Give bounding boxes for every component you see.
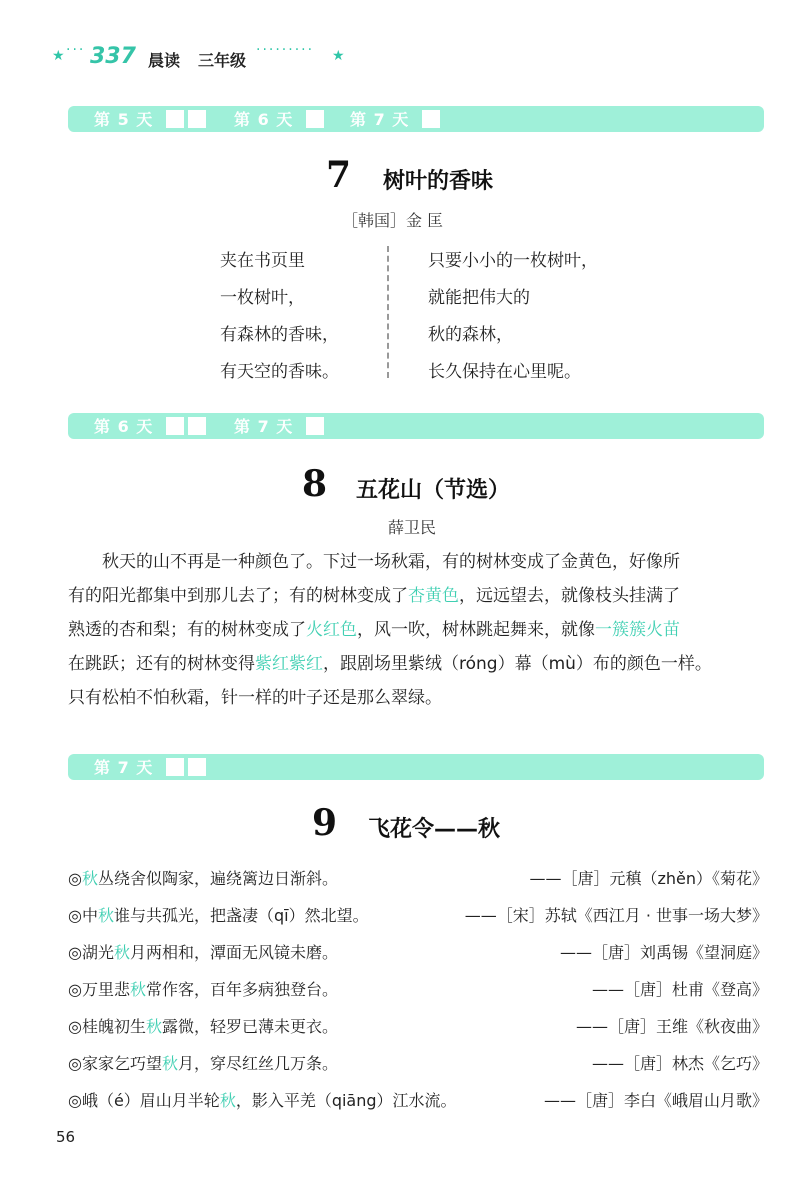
- checkbox-square[interactable]: [188, 758, 206, 776]
- checkbox-square[interactable]: [306, 110, 324, 128]
- poem-line: 一枚树叶，: [220, 288, 305, 308]
- verse-source: ——［唐］刘禹锡《望洞庭》: [559, 943, 768, 962]
- day-label: 第 6 天: [234, 110, 294, 129]
- checkbox-square[interactable]: [166, 758, 184, 776]
- checkbox-square[interactable]: [188, 417, 206, 435]
- highlight-term: 秋: [97, 906, 114, 925]
- highlight-term: 秋: [81, 869, 98, 888]
- checkbox-square[interactable]: [306, 417, 324, 435]
- essay-body: [68, 545, 768, 715]
- page-header: [48, 42, 348, 72]
- highlight-term: 秋: [219, 1091, 236, 1110]
- section-number: 8: [302, 463, 328, 505]
- section-title: 飞花令——秋: [368, 817, 501, 842]
- poem-line: 只要小小的一枚树叶，: [428, 251, 598, 271]
- verse-line: ◎万里悲秋常作客，百年多病独登台。 ——［唐］杜甫《登高》: [68, 977, 768, 1007]
- text-line: 秋天的山不再是一种颜色了。下过一场秋霜，有的树林变成了金黄色，好像所: [102, 552, 680, 572]
- verse-source: ——［唐］杜甫《登高》: [591, 980, 768, 999]
- day-label: 第 7 天: [94, 758, 154, 777]
- checkbox-square[interactable]: [422, 110, 440, 128]
- text-line: 有的阳光都集中到那儿去了；有的树林变成了杏黄色，远远望去，就像枝头挂满了: [68, 586, 680, 606]
- author: 薛卫民: [388, 518, 437, 537]
- verse-line: ◎秋丛绕舍似陶家，遍绕篱边日渐斜。 ——［唐］元稹（zhěn）《菊花》: [68, 866, 768, 896]
- highlight-term: 一簇簇火苗: [595, 620, 680, 640]
- verse-line: ◎中秋谁与共孤光，把盏凄（qī）然北望。 ——［宋］苏轼《西江月 · 世事一场大梦》: [68, 903, 768, 933]
- text-line: 熟透的杏和梨；有的树林变成了火红色，风一吹，树林跳起舞来，就像一簇簇火苗: [68, 620, 680, 640]
- grade-label: 三年级: [198, 51, 247, 70]
- series-name: 晨读: [148, 51, 181, 70]
- text-line: 在跳跃；还有的树林变得紫红紫红，跟剧场里紫绒（róng）幕（mù）布的颜色一样。: [68, 654, 712, 674]
- poem-line: 夹在书页里: [220, 251, 305, 271]
- verse-source: ——［唐］李白《峨眉山月歌》: [543, 1091, 768, 1110]
- star-icon: ★: [52, 48, 65, 64]
- poem-line: 有森林的香味，: [220, 325, 339, 345]
- highlight-term: 秋: [113, 943, 130, 962]
- poem-line: 长久保持在心里呢。: [428, 362, 581, 382]
- text-line: 只有松柏不怕秋霜，针一样的叶子还是那么翠绿。: [68, 688, 442, 708]
- checkbox-square[interactable]: [188, 110, 206, 128]
- verse-line: ◎家家乞巧望秋月，穿尽红丝几万条。 ——［唐］林杰《乞巧》: [68, 1051, 768, 1081]
- dots-decoration: ···: [66, 42, 86, 58]
- day-label: 第 7 天: [350, 110, 410, 129]
- checkbox-square[interactable]: [166, 110, 184, 128]
- reading-schedule-band: [68, 754, 764, 780]
- brand-logo: 337: [90, 44, 136, 69]
- checkbox-square[interactable]: [166, 417, 184, 435]
- verse-source: ——［唐］王维《秋夜曲》: [575, 1017, 768, 1036]
- highlight-term: 秋: [129, 980, 146, 999]
- section-number: 9: [312, 802, 338, 844]
- highlight-term: 秋: [161, 1054, 178, 1073]
- reading-schedule-band: [68, 413, 764, 439]
- page-number: 56: [56, 1128, 76, 1146]
- highlight-term: 秋: [145, 1017, 162, 1036]
- verse-source: ——［唐］林杰《乞巧》: [591, 1054, 768, 1073]
- dashed-divider: [387, 246, 389, 378]
- reading-schedule-band: [68, 106, 764, 132]
- section-title: 树叶的香味: [383, 169, 494, 194]
- section-title: 五花山（节选）: [356, 478, 511, 503]
- verse-source: ——［唐］元稹（zhěn）《菊花》: [529, 869, 768, 888]
- highlight-term: 杏黄色: [408, 586, 459, 606]
- dots-decoration: ·········: [256, 42, 315, 58]
- verse-source: ——［宋］苏轼《西江月 · 世事一场大梦》: [464, 906, 768, 925]
- highlight-term: 火红色: [306, 620, 357, 640]
- verse-line: ◎桂魄初生秋露微，轻罗已薄未更衣。 ——［唐］王维《秋夜曲》: [68, 1014, 768, 1044]
- highlight-term: 紫红紫红: [255, 654, 323, 674]
- poem-line: 就能把伟大的: [428, 288, 530, 308]
- verse-line: ◎湖光秋月两相和，潭面无风镜未磨。 ——［唐］刘禹锡《望洞庭》: [68, 940, 768, 970]
- day-label: 第 7 天: [234, 417, 294, 436]
- day-label: 第 6 天: [94, 417, 154, 436]
- day-label: 第 5 天: [94, 110, 154, 129]
- poem-line: 秋的森林，: [428, 325, 513, 345]
- section-number: 7: [326, 154, 352, 196]
- poem-line: 有天空的香味。: [220, 362, 339, 382]
- author: ［韩国］金 匡: [342, 211, 444, 230]
- verse-line: ◎峨（é）眉山月半轮秋，影入平羌（qiāng）江水流。 ——［唐］李白《峨眉山月歌》: [68, 1088, 768, 1118]
- star-icon: ★: [332, 48, 345, 64]
